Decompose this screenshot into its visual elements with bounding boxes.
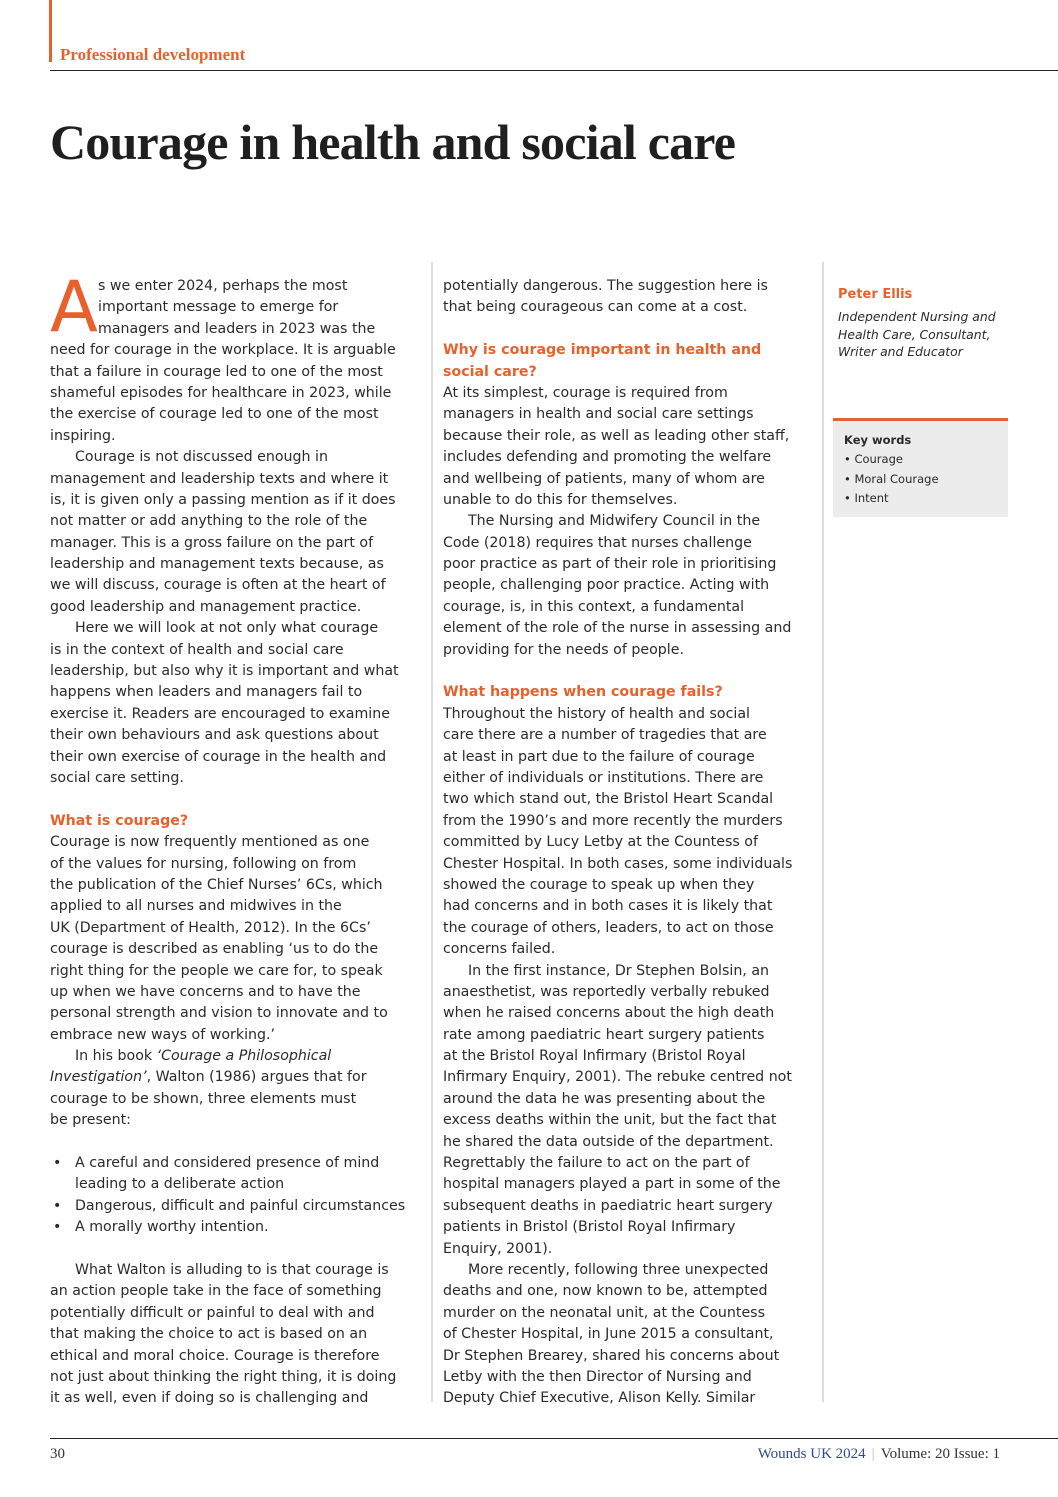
text-line: Enquiry, 2001). [443,1240,553,1257]
text-line: at least in part due to the failure of courage [443,748,755,765]
text-line: important message to emerge for [98,299,339,316]
section-label: Professional development [60,45,246,64]
text-line: people, challenging poor practice. Acting with [443,577,770,594]
section-accent-bar [49,0,52,62]
text-line: Chester Hospital. In both cases, some individuals [443,855,793,872]
spacer [443,661,818,682]
text-line: Letby with the then Director of Nursing and [443,1368,752,1385]
section-heading: What is courage? [50,812,189,829]
text-line: not just about thinking the right thing, it is doing [50,1368,397,1385]
text-line: management and leadership texts and where it [50,470,389,487]
text-line: More recently, following three unexpected [468,1261,769,1278]
body-column-2 [443,276,818,1410]
text-line: is in the context of health and social care [50,641,344,658]
header-rule [50,70,1058,71]
separator: | [871,1446,875,1462]
text-line: Code (2018) requires that nurses challenge [443,534,752,551]
bullet-continuation: leading to a deliberate action [75,1176,285,1193]
body-text [50,340,425,1046]
keyword-item: • Intent [844,490,889,505]
text-line: either of individuals or institutions. There are [443,769,764,786]
text-line: Throughout the history of health and social [443,705,750,722]
section-heading: social care? [443,363,537,380]
book-title: ‘Courage a Philosophical [156,1048,332,1065]
keyword-item: • Moral Courage [844,471,939,486]
text-line: it as well, even if doing so is challenging and [50,1390,369,1407]
text-line: their own exercise of courage in the health and [50,748,387,765]
text-span: , Walton (1986) argues that for [146,1069,367,1086]
journal-info [758,1446,1000,1463]
text-line: an action people take in the face of something [50,1283,382,1300]
column-divider [431,262,433,1402]
text-line: Courage is now frequently mentioned as one [50,834,370,851]
body-column-1 [50,276,425,1410]
text-line: element of the role of the nurse in assessing and [443,620,792,637]
text-line: exercise it. Readers are encouraged to examine [50,705,390,722]
text-line: up when we have concerns and to have the [50,983,361,1000]
text-line: happens when leaders and managers fail to [50,684,363,701]
spacer [50,1132,425,1153]
author-name: Peter Ellis [838,287,913,302]
text-line: concerns failed. [443,941,556,958]
text-line: What Walton is alluding to is that courage is [75,1261,389,1278]
text-line: the publication of the Chief Nurses’ 6Cs, which [50,876,383,893]
text-line: subsequent deaths in paediatric heart surgery [443,1197,773,1214]
bullet-icon: • [53,1197,62,1214]
text-line: is, it is given only a passing mention as if it does [50,491,396,508]
text-line: unable to do this for themselves. [443,491,678,508]
text-line: At its simplest, courage is required from [443,384,728,401]
spacer [443,319,818,340]
text-line: UK (Department of Health, 2012). In the 6Cs’ [50,919,371,936]
footer-rule [50,1438,1058,1439]
text-line: from the 1990’s and more recently the murders [443,812,783,829]
text-line: providing for the needs of people. [443,641,684,658]
text-line: managers and leaders in 2023 was the [98,320,376,337]
text-line: when he raised concerns about the high death [443,1005,775,1022]
bullet-item [50,1217,425,1238]
text-line: leadership, but also why it is important and what [50,663,399,680]
text-line: that making the choice to act is based on an [50,1326,368,1343]
text-line: good leadership and management practice. [50,598,362,615]
text-line: embrace new ways of working.’ [50,1026,276,1043]
text-line: we will discuss, courage is often at the heart of [50,577,386,594]
text-line: shameful episodes for healthcare in 2023, while [50,384,392,401]
text-line: patients in Bristol (Bristol Royal Infirmary [443,1219,736,1236]
text-line: need for courage in the workplace. It is arguable [50,342,396,359]
text-line: The Nursing and Midwifery Council in the [468,513,761,530]
bullet-item [50,1196,425,1217]
text-line: two which stand out, the Bristol Heart Scandal [443,791,774,808]
text-line: leadership and management texts because, as [50,556,384,573]
text-line: In the first instance, Dr Stephen Bolsin, an [468,962,770,979]
keyword-item: • Courage [844,452,903,467]
intro-lines [50,276,425,340]
volume-issue: Volume: 20 Issue: 1 [880,1446,1000,1462]
text-line: the courage of others, leaders, to act on those [443,919,774,936]
text-line: managers in health and social care settings [443,406,754,423]
affiliation-line: Health Care, Consultant, [838,326,991,342]
text-line: and wellbeing of patients, many of whom are [443,470,765,487]
text-line: not matter or add anything to the role of the [50,513,368,530]
text-line: that a failure in courage led to one of the most [50,363,383,380]
spacer [50,789,425,810]
affiliation-line: Writer and Educator [838,344,963,359]
text-line: of Chester Hospital, in June 2015 a consultant, [443,1326,774,1343]
text-line: includes defending and promoting the welfare [443,449,772,466]
text-line: courage to be shown, three elements must [50,1090,357,1107]
text-line: personal strength and vision to innovate and to [50,1005,388,1022]
text-line: that being courageous can come at a cost. [443,299,748,316]
text-line: social care setting. [50,769,184,786]
body-text [443,276,818,1410]
text-line: Here we will look at not only what courage [75,620,379,637]
text-line: because their role, as well as leading other staff, [443,427,790,444]
bullet-text: A morally worthy intention. [75,1219,269,1236]
text-line [50,1067,425,1088]
text-line: deaths and one, now known to be, attempted [443,1283,768,1300]
text-line [50,1046,425,1067]
text-line: around the data he was presenting about the [443,1090,766,1107]
text-line: rate among paediatric heart surgery patients [443,1026,765,1043]
text-line: at the Bristol Royal Infirmary (Bristol Royal [443,1048,746,1065]
drop-cap: A [50,266,98,348]
text-line: he shared the data outside of the department. [443,1133,774,1150]
section-heading: Why is courage important in health and [443,342,762,359]
text-line: the exercise of courage led to one of the most [50,406,379,423]
text-line: care there are a number of tragedies that are [443,727,767,744]
text-line: applied to all nurses and midwives in the [50,898,342,915]
keywords-box [833,418,1008,517]
book-title: Investigation’ [50,1069,147,1086]
text-line: potentially dangerous. The suggestion here is [443,278,768,294]
text-line: be present: [50,1112,131,1129]
keywords-title: Key words [844,433,912,447]
text-line: murder on the neonatal unit, at the Countess [443,1304,765,1321]
column-divider [822,262,824,1402]
text-line: anaesthetist, was reportedly verbally rebuked [443,983,770,1000]
text-line: Dr Stephen Brearey, shared his concerns about [443,1347,780,1364]
text-line: Courage is not discussed enough in [75,449,328,466]
text-line: showed the courage to speak up when they [443,876,755,893]
bullet-text: A careful and considered presence of mind [75,1155,380,1172]
article-title: Courage in health and social care [50,114,736,170]
text-line: inspiring. [50,427,116,444]
text-line: courage, is, in this context, a fundamental [443,598,745,615]
text-line: right thing for the people we care for, to speak [50,962,383,979]
affiliation-line: Independent Nursing and [838,309,996,324]
bullet-icon: • [53,1219,62,1236]
text-line: courage is described as enabling ‘us to do the [50,941,379,958]
text-line: Regrettably the failure to act on the part of [443,1155,750,1172]
text-line: ethical and moral choice. Courage is therefore [50,1347,380,1364]
spacer [50,1239,425,1260]
text-line: s we enter 2024, perhaps the most [98,278,348,294]
text-line: of the values for nursing, following on from [50,855,357,872]
section-heading: What happens when courage fails? [443,684,723,701]
author-affiliation [838,308,1018,361]
text-line: committed by Lucy Letby at the Countess of [443,834,758,851]
bullet-icon: • [53,1155,62,1172]
text-line: manager. This is a gross failure on the part of [50,534,374,551]
bullet-text: Dangerous, difficult and painful circumstances [75,1197,406,1214]
text-line: hospital managers played a part in some of the [443,1176,781,1193]
text-line: had concerns and in both cases it is likely that [443,898,773,915]
body-text [50,1260,425,1410]
journal-name: Wounds UK 2024 [757,1446,866,1462]
text-line: their own behaviours and ask questions about [50,727,379,744]
text-line: excess deaths within the unit, but the fact that [443,1112,777,1129]
bullet-item [50,1153,425,1174]
text-span: In his book [75,1048,157,1065]
text-line: potentially difficult or painful to deal with and [50,1304,375,1321]
page-number: 30 [50,1446,65,1462]
text-line: Deputy Chief Executive, Alison Kelly. Similar [443,1390,756,1407]
text-line: poor practice as part of their role in prioritising [443,556,777,573]
text-line: Infirmary Enquiry, 2001). The rebuke centred not [443,1069,792,1086]
bullet-list [50,1153,425,1239]
